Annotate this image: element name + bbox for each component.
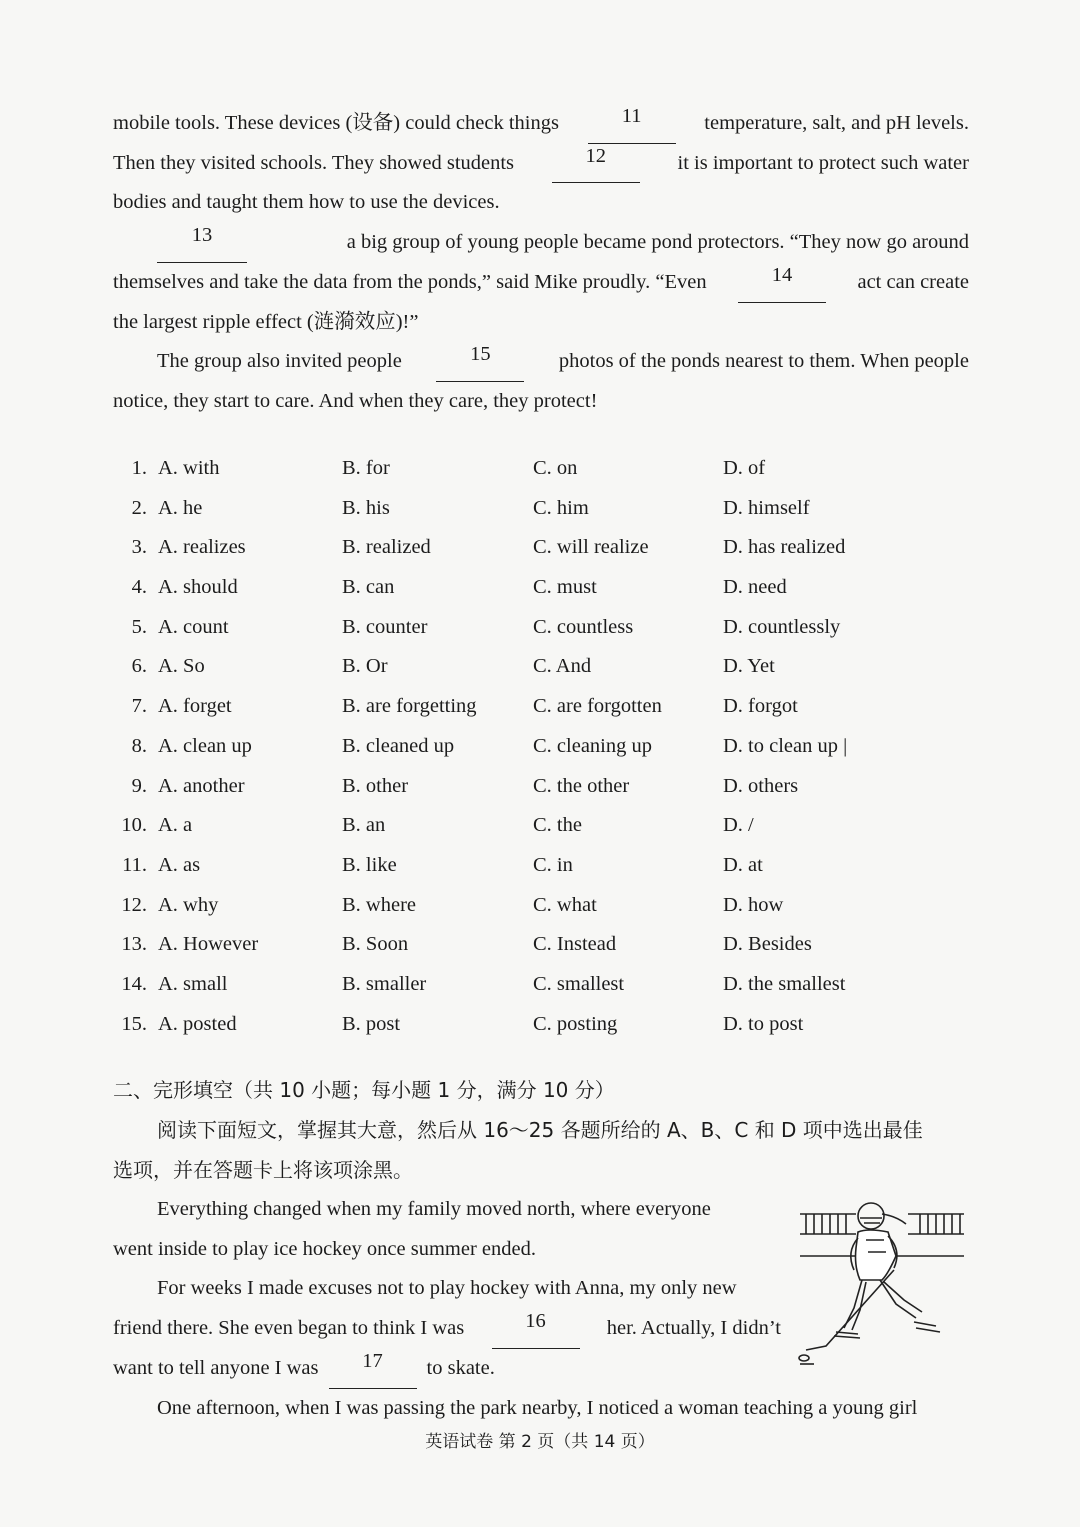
- question-number: 1.: [131, 457, 147, 479]
- hockey-player-illustration: [796, 1196, 968, 1376]
- option-a: A. should: [158, 576, 238, 599]
- option-c: C. Instead: [533, 933, 617, 956]
- option-b: B. realized: [342, 536, 431, 559]
- blank-11: 11: [588, 104, 676, 144]
- option-c: C. the: [533, 814, 582, 837]
- option-b: B. post: [342, 1012, 401, 1035]
- option-b: B. other: [342, 774, 409, 797]
- passage-line: The group also invited people 15 photos of the ponds nearest to them. When people: [113, 342, 969, 382]
- question-number: 8.: [131, 734, 147, 757]
- option-row: [113, 767, 973, 807]
- option-d: D. Besides: [723, 933, 812, 956]
- page-footer: 英语试卷 第 2 页（共 14 页）: [425, 1432, 655, 1452]
- option-row: [113, 925, 973, 965]
- option-b: B. where: [342, 893, 417, 916]
- option-b: B. counter: [342, 615, 428, 638]
- option-b: B. can: [342, 576, 395, 599]
- story-line: Everything changed when my family moved north, where everyone: [157, 1198, 711, 1220]
- question-number: 15.: [121, 1012, 147, 1035]
- option-row: [113, 489, 973, 529]
- option-d: D. of: [723, 457, 766, 479]
- option-c: C. must: [533, 576, 597, 599]
- option-row: [113, 449, 973, 489]
- option-d: D. others: [723, 774, 799, 797]
- story-line: went inside to play ice hockey once summer ended.: [113, 1237, 536, 1260]
- option-d: D. /: [723, 814, 754, 837]
- section-heading: 二、完形填空（共 10 小题；每小题 1 分，满分 10 分）: [113, 1078, 615, 1102]
- option-a: A. So: [158, 655, 205, 678]
- option-row: [113, 608, 973, 648]
- option-b: B. like: [342, 853, 397, 876]
- option-d: D. forgot: [723, 695, 798, 718]
- story-line-last: One afternoon, when I was passing the park nearby, I noticed a woman teaching a young girl: [157, 1397, 918, 1419]
- option-a: A. However: [158, 933, 259, 956]
- option-a: A. as: [158, 853, 201, 876]
- option-row: [113, 687, 973, 727]
- option-row: [113, 846, 973, 886]
- option-a: A. clean up: [158, 734, 252, 757]
- option-a: A. realizes: [158, 536, 246, 559]
- option-d: D. the smallest: [723, 972, 846, 995]
- question-number: 5.: [131, 615, 147, 638]
- option-row: [113, 1005, 973, 1045]
- option-c: C. will realize: [533, 536, 649, 559]
- option-row: [113, 727, 973, 767]
- option-b: B. his: [342, 496, 390, 519]
- passage-line: the largest ripple effect (涟漪效应)!”: [113, 310, 419, 333]
- option-c: C. smallest: [533, 972, 625, 995]
- option-row: [113, 647, 973, 687]
- option-c: C. posting: [533, 1012, 618, 1035]
- story-passage: [113, 1190, 781, 1389]
- option-a: A. a: [158, 814, 193, 837]
- passage-line: bodies and taught them how to use the devices.: [113, 191, 500, 214]
- question-number: 9.: [131, 774, 147, 797]
- option-d: D. has realized: [723, 536, 846, 559]
- blank-16: 16: [492, 1309, 580, 1349]
- passage-line: mobile tools. These devices (设备) could check things 11 temperature, salt, and pH levels.: [113, 104, 969, 144]
- question-number: 14.: [121, 972, 147, 995]
- option-d: D. at: [723, 853, 763, 876]
- option-c: C. the other: [533, 774, 630, 797]
- passage-line: Then they visited schools. They showed students 12 it is important to protect such water: [113, 144, 969, 184]
- option-b: B. smaller: [342, 972, 427, 995]
- option-a: A. another: [158, 774, 245, 797]
- options-list: [113, 449, 973, 1044]
- option-b: B. cleaned up: [342, 734, 455, 757]
- story-line: For weeks I made excuses not to play hockey with Anna, my only new: [157, 1277, 737, 1300]
- option-row: [113, 528, 973, 568]
- passage-line: 13 a big group of young people became pond protectors. “They now go around: [113, 223, 969, 263]
- option-c: C. what: [533, 893, 597, 916]
- option-d: D. Yet: [723, 655, 775, 678]
- option-c: C. on: [533, 457, 578, 479]
- option-d: D. himself: [723, 496, 810, 519]
- option-a: A. count: [158, 615, 229, 638]
- option-b: B. an: [342, 814, 386, 837]
- option-d: D. to post: [723, 1012, 804, 1035]
- option-row: [113, 806, 973, 846]
- blank-15: 15: [436, 342, 524, 382]
- blank-12: 12: [552, 144, 640, 184]
- option-row: [113, 568, 973, 608]
- blank-13: 13: [157, 223, 247, 263]
- question-number: 7.: [131, 695, 147, 718]
- option-row: [113, 886, 973, 926]
- story-line: friend there. She even began to think I was 16 her. Actually, I didn’t: [113, 1309, 781, 1349]
- option-d: D. need: [723, 576, 787, 599]
- question-number: 2.: [131, 496, 147, 519]
- section-instructions: 阅读下面短文，掌握其大意，然后从 16～25 各题所给的 A、B、C 和 D 项中选出最佳 选项，并在答题卡上将该项涂黑。: [113, 1118, 923, 1182]
- option-row: [113, 965, 973, 1005]
- option-c: C. him: [533, 496, 589, 519]
- option-d: D. how: [723, 893, 784, 916]
- passage-line: themselves and take the data from the ponds,” said Mike proudly. “Even 14 act can create: [113, 263, 969, 303]
- option-c: C. And: [533, 655, 592, 678]
- question-number: 13.: [121, 933, 147, 956]
- question-number: 4.: [131, 576, 147, 599]
- option-b: B. Or: [342, 655, 388, 678]
- question-number: 6.: [131, 655, 147, 678]
- question-number: 12.: [121, 893, 147, 916]
- option-b: B. are forgetting: [342, 695, 477, 718]
- option-a: A. why: [158, 893, 219, 916]
- option-c: C. cleaning up: [533, 734, 652, 757]
- question-number: 11.: [122, 853, 147, 876]
- option-d: D. countlessly: [723, 615, 841, 638]
- option-d: D. to clean up |: [723, 734, 848, 757]
- passage-line: notice, they start to care. And when they care, they protect!: [113, 389, 598, 412]
- option-c: C. in: [533, 853, 573, 876]
- option-a: A. forget: [158, 695, 232, 718]
- passage: [113, 104, 969, 422]
- option-a: A. he: [158, 496, 203, 519]
- option-b: B. for: [342, 457, 390, 479]
- option-a: A. small: [158, 972, 228, 995]
- option-a: A. posted: [158, 1012, 237, 1035]
- option-c: C. are forgotten: [533, 695, 662, 718]
- question-number: 10.: [121, 814, 147, 837]
- blank-17: 17: [329, 1349, 417, 1389]
- story-line: want to tell anyone I was 17 to skate.: [113, 1349, 781, 1389]
- question-number: 3.: [131, 536, 147, 559]
- option-c: C. countless: [533, 615, 634, 638]
- option-a: A. with: [158, 457, 220, 479]
- blank-14: 14: [738, 263, 826, 303]
- option-b: B. Soon: [342, 933, 409, 956]
